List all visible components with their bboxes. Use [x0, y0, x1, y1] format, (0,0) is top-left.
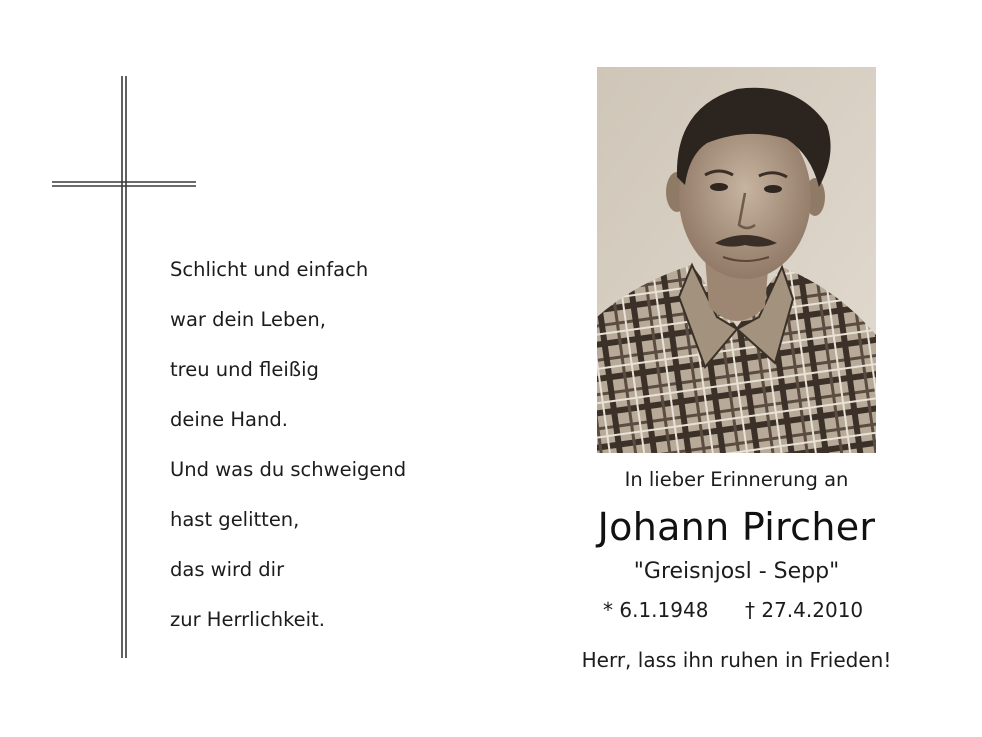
verse-text	[170, 254, 406, 654]
verse-line: Und was du schweigend	[170, 458, 407, 481]
verse-line: zur Herrlichkeit.	[170, 608, 325, 631]
remembrance-text: In lieber Erinnerung an	[624, 468, 849, 491]
death-date: † 27.4.2010	[745, 598, 864, 622]
birth-date: * 6.1.1948	[603, 598, 709, 622]
verse-line: das wird dir	[170, 558, 285, 581]
deceased-nickname: "Greisnjosl - Sepp"	[633, 559, 840, 584]
prayer-text: Herr, lass ihn ruhen in Frieden!	[581, 648, 892, 672]
verse-line: treu und fleißig	[170, 358, 319, 381]
verse-line: hast gelitten,	[170, 508, 300, 531]
portrait-photo	[597, 67, 876, 453]
verse-line: deine Hand.	[170, 408, 288, 431]
verse-line: Schlicht und einfach	[170, 258, 369, 281]
verse-line: war dein Leben,	[170, 308, 326, 331]
deceased-name: Johann Pircher	[597, 505, 876, 549]
